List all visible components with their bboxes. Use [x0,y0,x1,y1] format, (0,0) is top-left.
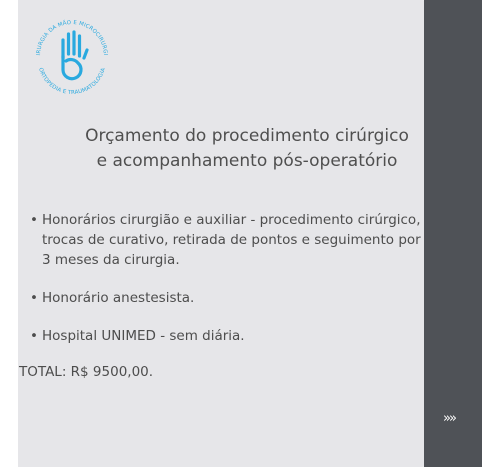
list-item-line: 3 meses da cirurgia. [42,252,180,268]
hand-icon [63,32,87,79]
bullet: • [30,212,38,228]
next-arrow-button[interactable]: »» [443,411,455,426]
budget-list [28,210,432,364]
list-item-line: Hospital UNIMED - sem diária. [42,328,245,344]
bullet: • [30,328,38,344]
list-item [28,288,432,308]
title-line-2: e acompanhamento pós-operatório [96,151,398,171]
total-price: TOTAL: R$ 9500,00. [19,364,154,380]
side-panel [424,0,482,467]
list-item [28,210,432,270]
title-line-1: Orçamento do procedimento cirúrgico [85,126,409,146]
logo-ring-text-top: IRURGIA DA MÃO E MICROCIRURGI [35,19,109,56]
logo-ring-text-bottom: ORTOPEDIA E TRAUMATOLOGIA [37,67,107,97]
bullet: • [30,290,38,306]
page-title [62,124,432,174]
list-item-line: Honorários cirurgião e auxiliar - procedimento cirúrgico, [42,212,421,228]
clinic-logo [30,14,114,98]
list-item [28,326,432,346]
svg-text:ORTOPEDIA E TRAUMATOLOGIA [37,67,107,96]
list-item-line: Honorário anestesista. [42,290,195,306]
list-item-line: trocas de curativo, retirada de pontos e seguimento por [42,232,421,248]
